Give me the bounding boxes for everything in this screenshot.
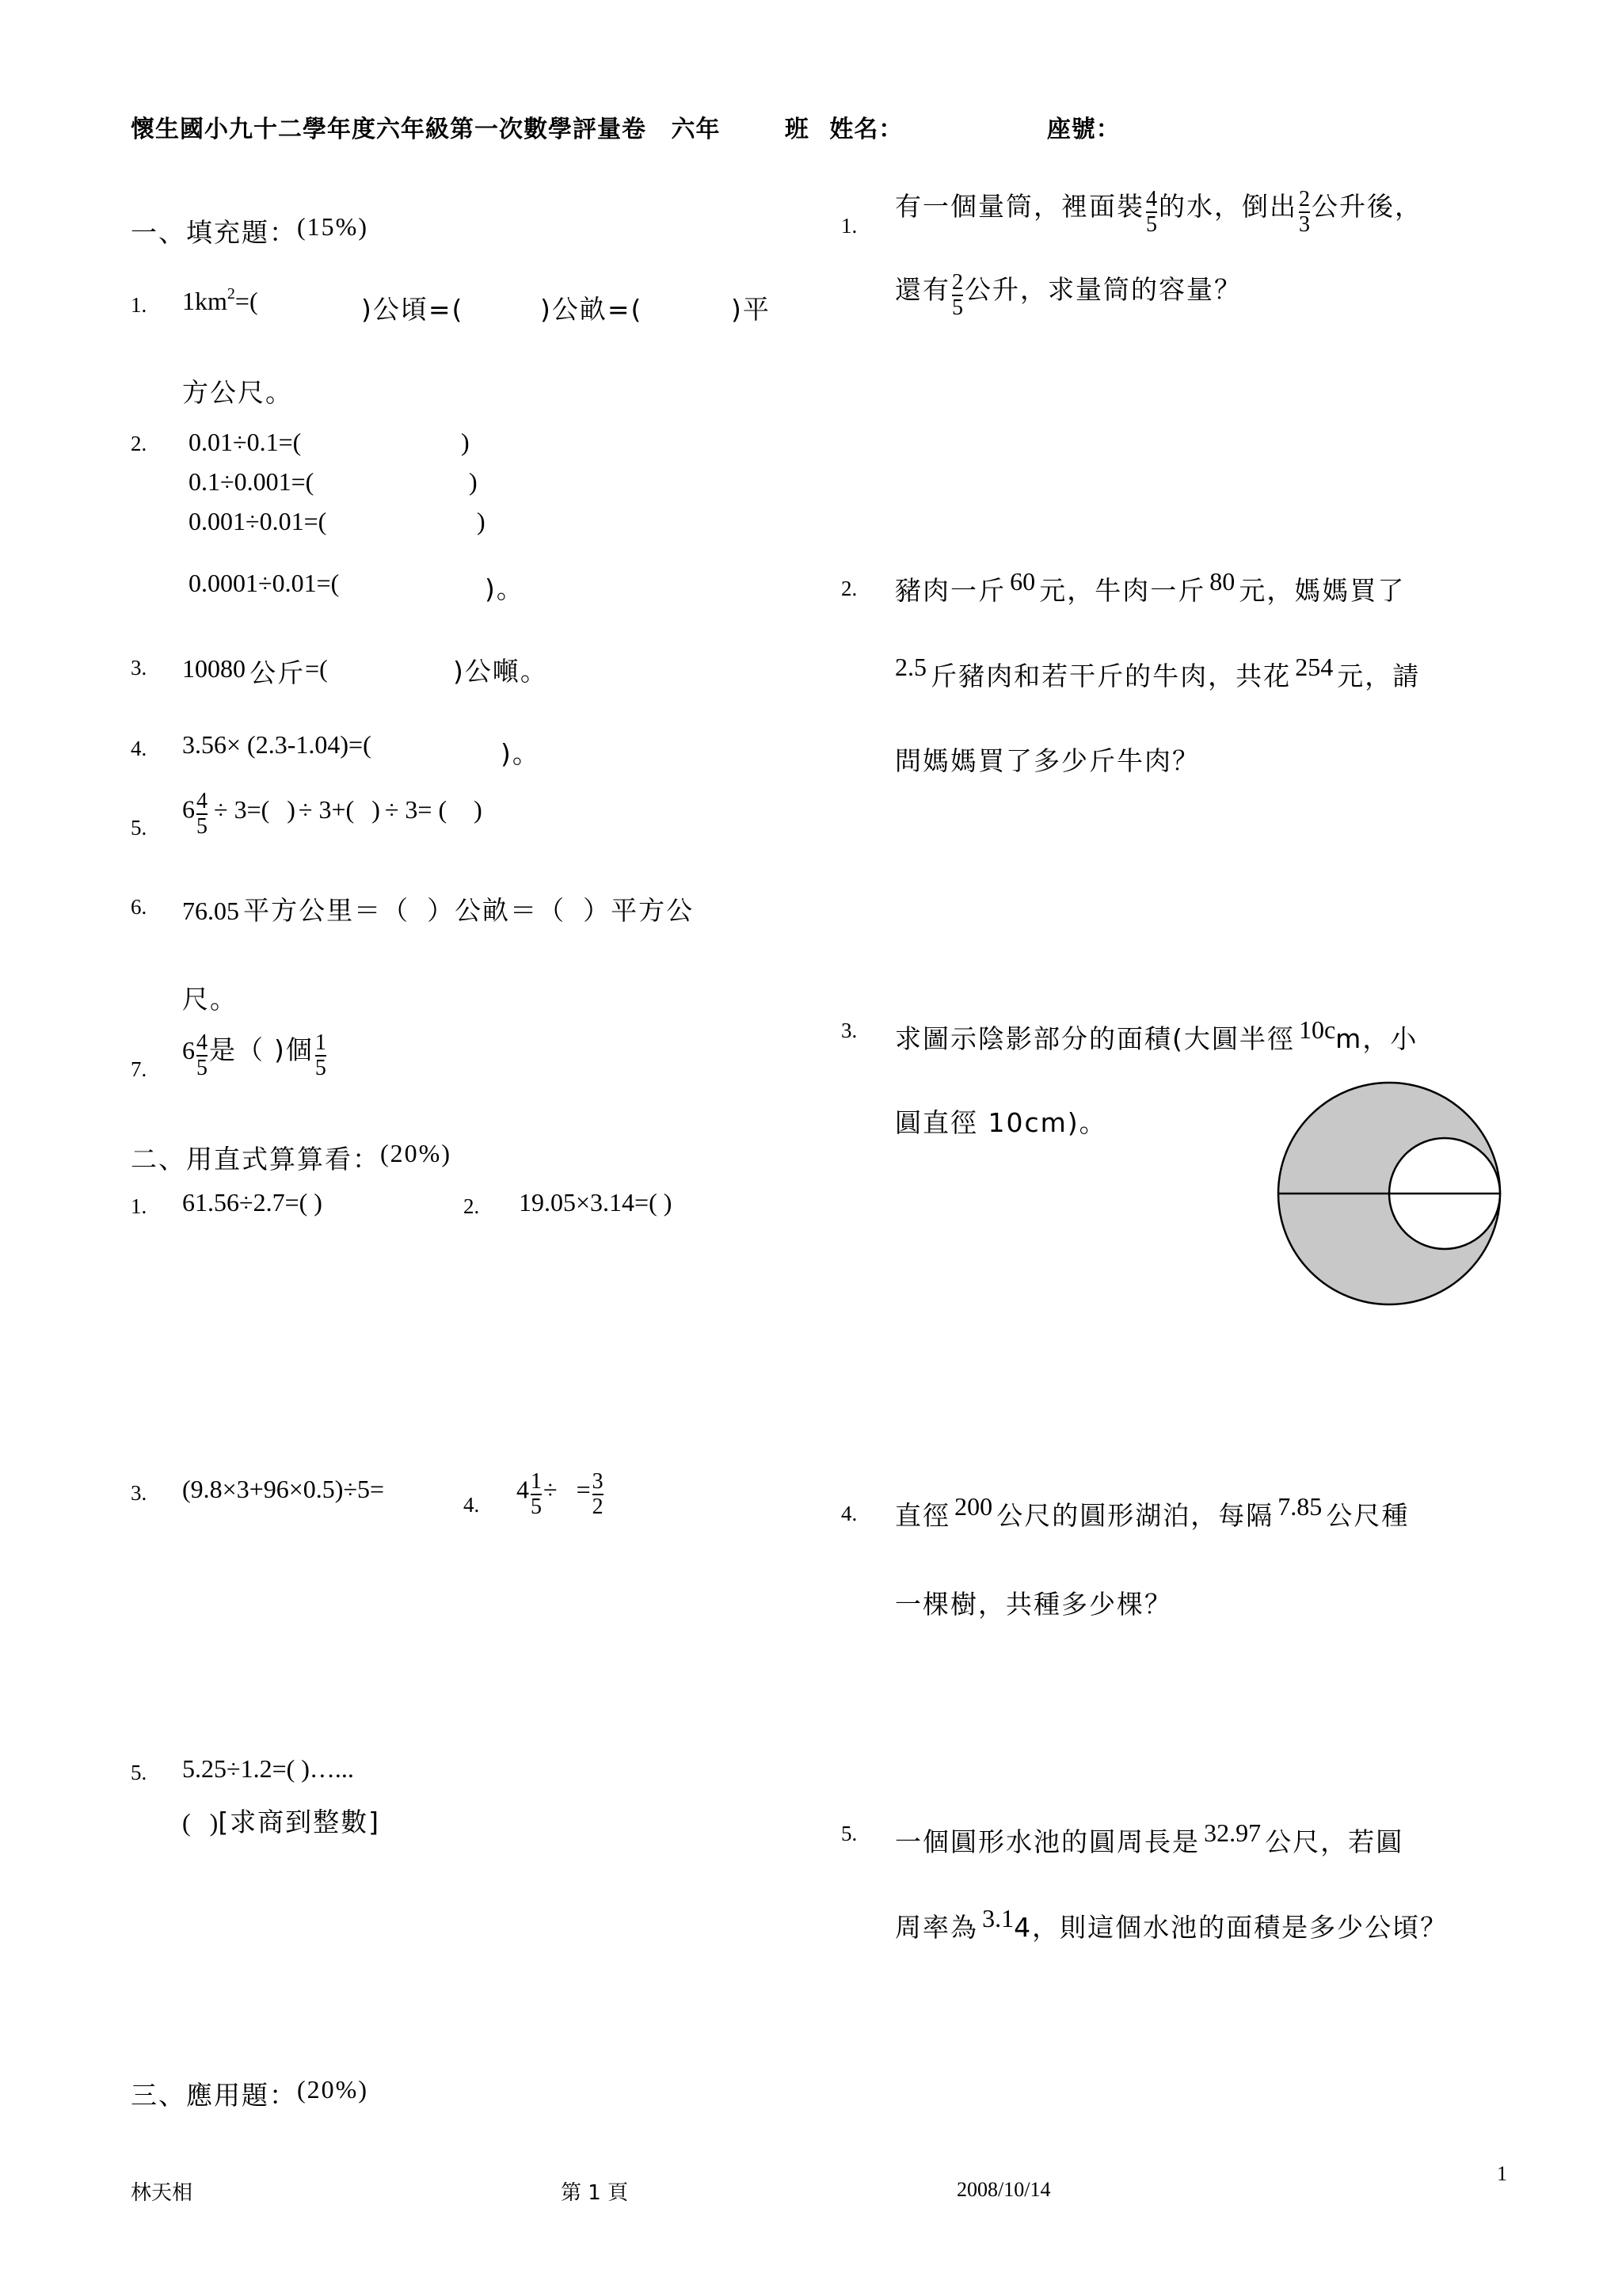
r-q5-b: 公尺，若圓: [1265, 1826, 1404, 1857]
s1-q7-whole: 6: [182, 1036, 195, 1064]
r-q3-line2: 圓直徑 10cm)。: [895, 1107, 1107, 1138]
r-q3-number: 3.: [841, 1019, 858, 1042]
s1-q7-number: 7.: [131, 1057, 147, 1081]
numerator: 4: [1146, 186, 1157, 211]
r-q4-n1: 200: [954, 1492, 993, 1521]
s1-q2-line2: 0.1÷0.001=(: [188, 467, 314, 496]
s1-q7-a: 是（: [209, 1034, 265, 1065]
numerator: 2: [952, 269, 963, 295]
s1-q5-b: ): [287, 794, 295, 824]
s1-q7-fraction: [196, 1031, 208, 1080]
numerator: 2: [1299, 186, 1310, 211]
s1-q6: [182, 890, 694, 927]
r-q2-line3: 問媽媽買了多少斤牛肉？: [895, 745, 1200, 776]
s2-q5-line2: [182, 1802, 380, 1839]
denominator: 2: [592, 1494, 603, 1519]
s1-q1-f: 方公尺。: [182, 377, 293, 408]
s1-q5: [182, 790, 482, 839]
s2-q1-expr: 61.56÷2.7=( ): [182, 1188, 322, 1217]
s1-q7-fraction2: [315, 1031, 326, 1080]
s1-q2-line1: 0.01÷0.1=(: [188, 428, 302, 456]
header-title: [131, 109, 1121, 144]
section3-score: (20%): [297, 2075, 368, 2104]
s1-q7: [182, 1030, 328, 1080]
r-q1-b: 的水，倒出: [1159, 191, 1297, 222]
s2-q5-number: 5.: [131, 1761, 147, 1784]
s1-q4-close: )。: [501, 738, 540, 769]
s1-q2-line3: 0.001÷0.01=(: [188, 507, 327, 535]
r-q2-n4: 254: [1295, 653, 1334, 681]
denominator: 5: [196, 1055, 208, 1080]
denominator: 5: [1146, 211, 1157, 237]
denominator: 5: [196, 814, 208, 839]
s1-q3-value: 10080: [182, 654, 246, 683]
s2-q1-number: 1.: [131, 1194, 147, 1218]
s1-q5-c: ÷ 3+(: [298, 794, 355, 824]
s1-q1-number: 1.: [131, 293, 147, 317]
s1-q3-number: 3.: [131, 656, 147, 680]
s1-q2-close4: )。: [485, 573, 524, 604]
denominator: 3: [1299, 211, 1310, 237]
seat-label: 座號：: [1046, 116, 1121, 143]
s1-q7-b: )個: [274, 1034, 314, 1065]
s1-q2-line4: 0.0001÷0.01=(: [188, 569, 340, 597]
r-q3-b: m，小: [1335, 1023, 1418, 1054]
s1-q2-close3: ): [477, 507, 485, 535]
section3-title: 三、應用題：: [131, 2080, 297, 2111]
s1-q5-a: ÷ 3=(: [214, 794, 270, 824]
numerator: 3: [592, 1469, 603, 1494]
s1-q1-d: )公畝=(: [540, 294, 643, 325]
s1-q5-d: ): [371, 794, 380, 824]
s2-q4-whole: 4: [516, 1475, 529, 1504]
s1-q5-f: ): [474, 794, 482, 824]
denominator: 5: [314, 1055, 326, 1080]
r-q5-number: 5.: [841, 1822, 858, 1845]
s1-q6-b: 平方公里＝（: [243, 895, 410, 926]
grade-label: 六年: [671, 116, 721, 143]
section1-score: (15%): [297, 212, 368, 241]
s1-q1-c: )公頃=(: [361, 294, 464, 325]
r-q2-c: 元，媽媽買了: [1239, 575, 1406, 606]
r-q3-a: 求圖示陰影部分的面積(大圓半徑: [895, 1023, 1295, 1054]
s1-q5-e: ÷ 3= (: [384, 794, 447, 824]
r-q5-line1: [895, 1818, 1404, 1859]
r-q2-e: 元，請: [1337, 661, 1421, 691]
s2-q5-note: [求商到整數]: [218, 1807, 381, 1837]
numerator: 1: [314, 1030, 326, 1055]
s2-q4-fraction: [531, 1470, 542, 1519]
s1-q3: [182, 648, 328, 688]
s2-q3-expr: (9.8×3+96×0.5)÷5=: [182, 1475, 385, 1503]
r-q2-n3: 2.5: [895, 653, 927, 681]
s2-q4-number: 4.: [463, 1493, 480, 1517]
s1-q1-b: =(: [234, 287, 258, 315]
r-q1-fraction3: [952, 271, 963, 320]
r-q2-line1: [895, 567, 1406, 607]
s1-q6-number: 6.: [131, 895, 147, 919]
r-q5-d: 4，則這個水池的面積是多少公頃？: [1014, 1912, 1449, 1943]
shaded-circles-diagram: [1251, 1077, 1529, 1354]
section1-heading: [131, 212, 368, 249]
footer-page: 第 1 頁: [561, 2181, 629, 2205]
footer-date: 2008/10/14: [957, 2178, 1051, 2201]
r-q2-d: 斤豬肉和若干斤的牛肉，共花: [931, 661, 1292, 691]
r-q3-line1: [895, 1015, 1418, 1056]
exam-title: 懷生國小九十二學年度六年級第一次數學評量卷: [131, 116, 646, 143]
name-label: 姓名：: [829, 116, 904, 143]
s1-q1: [182, 287, 258, 316]
r-q2-line2: [895, 653, 1421, 693]
s1-q5-number: 5.: [131, 816, 147, 840]
s2-q4-fraction2: [592, 1470, 603, 1519]
numerator: 4: [196, 1030, 208, 1055]
footer-author: 林天相: [131, 2181, 193, 2205]
r-q2-n2: 80: [1209, 567, 1236, 596]
s2-q5-line1: 5.25÷1.2=( )…...: [182, 1754, 354, 1783]
r-q5-n2: 3.1: [982, 1904, 1015, 1932]
r-q4-a: 直徑: [895, 1500, 950, 1531]
s1-q1-sup: 2: [227, 285, 235, 303]
s2-q5-blank: ( ): [182, 1808, 219, 1837]
s1-q1-e: )平: [731, 294, 771, 325]
section2-score: (20%): [380, 1139, 451, 1167]
r-q4-line1: [895, 1492, 1410, 1533]
r-q2-number: 2.: [841, 577, 858, 600]
r-q4-b: 公尺的圓形湖泊，每隔: [996, 1500, 1274, 1531]
r-q2-n1: 60: [1010, 567, 1036, 596]
s2-q2-number: 2.: [463, 1194, 480, 1218]
r-q1-line2: [895, 269, 1242, 320]
section2-title: 二、用直式算算看：: [131, 1144, 380, 1175]
r-q3-n1: 10c: [1298, 1015, 1336, 1044]
class-label: 班: [784, 116, 809, 143]
s1-q6-d: ）平方公: [583, 895, 695, 926]
s2-q3-number: 3.: [131, 1481, 147, 1505]
numerator: 1: [531, 1469, 542, 1494]
r-q1-line1: [895, 186, 1422, 237]
s1-q3-open: =(: [305, 654, 328, 683]
numerator: 4: [196, 789, 208, 813]
s2-q2-expr: 19.05×3.14=( ): [519, 1188, 672, 1217]
r-q1-a: 有一個量筒，裡面裝: [895, 191, 1144, 222]
r-q5-n1: 32.97: [1204, 1818, 1262, 1847]
r-q4-number: 4.: [841, 1502, 858, 1525]
s2-q4-mid: ÷ =: [543, 1475, 591, 1504]
s1-q3-unit: 公斤: [249, 657, 306, 688]
r-q1-fraction2: [1299, 188, 1310, 237]
r-q5-a: 一個圓形水池的圓周長是: [895, 1826, 1200, 1857]
r-q4-line2: 一棵樹，共種多少棵？: [895, 1589, 1172, 1620]
section2-heading: [131, 1139, 451, 1176]
r-q5-c: 周率為: [895, 1912, 978, 1943]
s1-q2-number: 2.: [131, 432, 147, 455]
denominator: 5: [952, 295, 963, 320]
s1-q4-number: 4.: [131, 737, 147, 760]
r-q4-n2: 7.85: [1277, 1492, 1323, 1521]
denominator: 5: [531, 1494, 542, 1519]
section3-heading: [131, 2075, 368, 2112]
r-q1-fraction1: [1146, 188, 1157, 237]
s1-q5-whole: 6: [182, 794, 195, 824]
r-q1-c: 公升後，: [1312, 191, 1422, 222]
s1-q6-e: 尺。: [182, 984, 238, 1015]
r-q2-a: 豬肉一斤: [895, 575, 1006, 606]
s1-q2-close1: ): [461, 428, 470, 456]
s1-q3-close: )公噸。: [453, 656, 548, 687]
r-q5-line2: [895, 1904, 1449, 1944]
r-q2-b: 元，牛肉一斤: [1039, 575, 1206, 606]
s1-q5-fraction: [196, 790, 208, 839]
section1-title: 一、填充題：: [131, 217, 297, 248]
s2-q4: [516, 1470, 605, 1519]
s1-q1-a: 1km: [182, 287, 227, 315]
r-q1-e: 公升，求量筒的容量？: [965, 274, 1242, 305]
s1-q6-c: ）公畝＝（: [427, 895, 566, 926]
s1-q4-expr: 3.56× (2.3-1.04)=(: [182, 730, 371, 759]
r-q1-d: 還有: [895, 274, 950, 305]
r-q1-number: 1.: [841, 214, 858, 238]
page-number: 1: [1497, 2162, 1507, 2185]
r-q4-c: 公尺種: [1326, 1500, 1410, 1531]
s1-q2-close2: ): [469, 467, 478, 496]
s1-q6-value: 76.05: [182, 897, 239, 925]
